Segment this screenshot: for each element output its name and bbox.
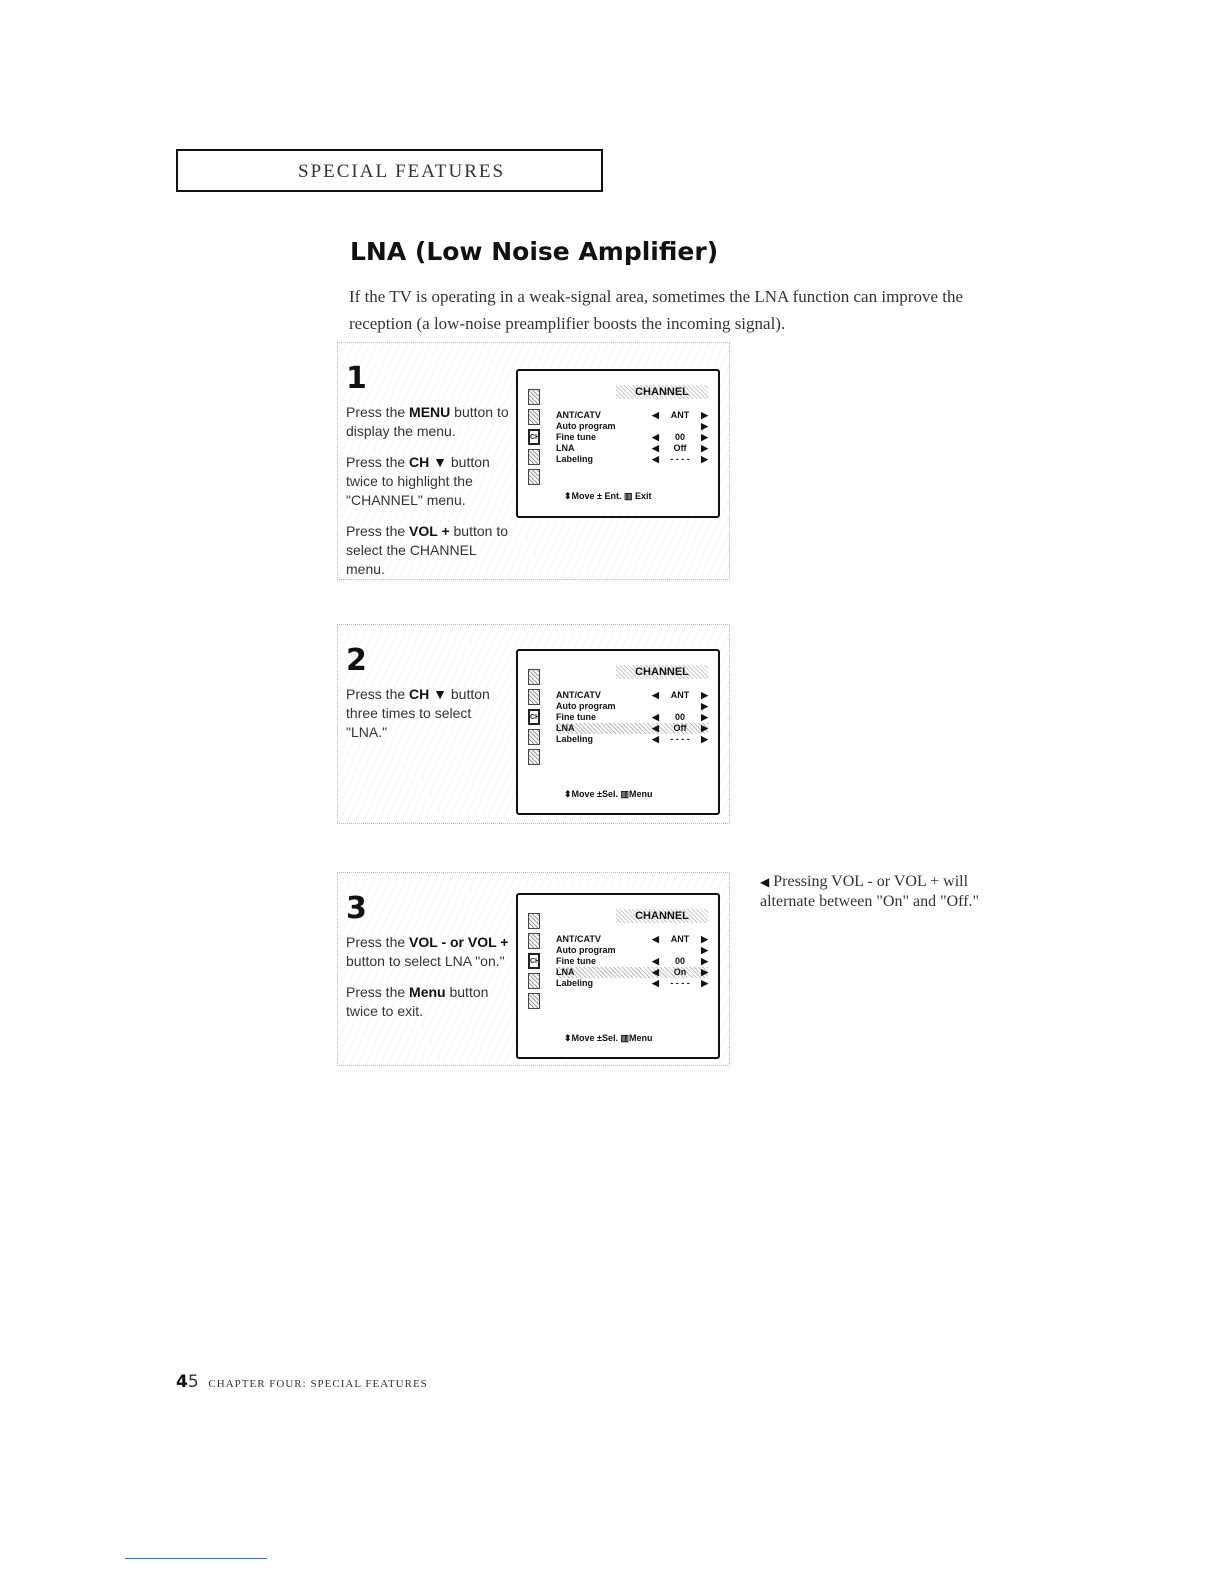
instruction: Press the VOL - or VOL + button to select LNA "on.": [346, 934, 509, 969]
tv-menu-screen: [516, 893, 720, 1059]
function-icon: [528, 449, 540, 465]
page-number-minor: 5: [187, 1372, 199, 1392]
step-number: 2: [346, 643, 367, 678]
menu-row: Fine tune ◀ 00 ▶: [556, 956, 708, 966]
instruction: Press the Menu button twice to exit.: [346, 984, 489, 1019]
function-icon: [528, 729, 540, 745]
intro-paragraph: If the TV is operating in a weak-signal area, sometimes the LNA function can improve the reception (a low-noise preamplifier boosts the incoming signal).: [349, 287, 964, 333]
menu-row: Labeling ◀ - - - - ▶: [556, 454, 708, 464]
step-instructions: [346, 933, 516, 1033]
menu-icon-column: [528, 389, 542, 485]
menu-footer: ⬍Move ± Ent. ▥ Exit: [564, 491, 652, 501]
menu-row: Labeling ◀ - - - - ▶: [556, 734, 708, 744]
menu-row-highlighted: LNA ◀ On ▶: [556, 967, 708, 977]
step-1-panel: [337, 342, 730, 580]
menu-footer: ⬍Move ±Sel. ▥Menu: [564, 1033, 653, 1043]
menu-list: [556, 934, 708, 989]
sound-icon: [528, 933, 540, 949]
sound-icon: [528, 409, 540, 425]
instruction: Press the CH ▼ button three times to select "LNA.": [346, 686, 490, 740]
tv-menu-screen: [516, 649, 720, 815]
sound-icon: [528, 689, 540, 705]
picture-icon: [528, 669, 540, 685]
page-title: LNA (Low Noise Amplifier): [350, 237, 719, 266]
menu-title: CHANNEL: [616, 909, 708, 923]
menu-row: Auto program ▶: [556, 945, 708, 955]
channel-icon: CH: [528, 429, 540, 445]
instruction: Press the CH ▼ button twice to highlight the "CHANNEL" menu.: [346, 454, 490, 508]
setup-icon: [528, 993, 540, 1009]
note-text: Pressing VOL - or VOL + will alternate between "On" and "Off.": [760, 873, 980, 910]
section-title: SPECIAL FEATURES: [298, 161, 506, 182]
step-2-panel: [337, 624, 730, 824]
channel-icon: CH: [528, 953, 540, 969]
step-number: 1: [346, 361, 367, 396]
picture-icon: [528, 389, 540, 405]
menu-list: [556, 690, 708, 745]
side-note: [760, 872, 1020, 912]
menu-icon-column: [528, 669, 542, 765]
step-number: 3: [346, 891, 367, 926]
menu-row: Auto program ▶: [556, 701, 708, 711]
setup-icon: [528, 469, 540, 485]
divider: [125, 1558, 267, 1559]
menu-title: CHANNEL: [616, 665, 708, 679]
menu-row: ANT/CATV ◀ ANT ▶: [556, 410, 708, 420]
menu-row: LNA ◀ Off ▶: [556, 443, 708, 453]
menu-row: ANT/CATV ◀ ANT ▶: [556, 934, 708, 944]
page-number-major: 4: [176, 1372, 188, 1392]
arrow-left-icon: ◀: [760, 875, 770, 889]
channel-icon: CH: [528, 709, 540, 725]
menu-icon-column: [528, 913, 542, 1009]
setup-icon: [528, 749, 540, 765]
tv-menu-screen: [516, 369, 720, 518]
section-header: [176, 149, 603, 192]
menu-row: Fine tune ◀ 00 ▶: [556, 712, 708, 722]
menu-row-highlighted: LNA ◀ Off ▶: [556, 723, 708, 733]
chapter-label: CHAPTER FOUR: SPECIAL FEATURES: [208, 1378, 428, 1390]
function-icon: [528, 973, 540, 989]
picture-icon: [528, 913, 540, 929]
step-3-panel: [337, 872, 730, 1066]
menu-title: CHANNEL: [616, 385, 708, 399]
page-footer: [176, 1372, 428, 1392]
menu-footer: ⬍Move ±Sel. ▥Menu: [564, 789, 653, 799]
menu-list: [556, 410, 708, 465]
menu-row: Labeling ◀ - - - - ▶: [556, 978, 708, 988]
step-instructions: [346, 685, 516, 754]
menu-row: Fine tune ◀ 00 ▶: [556, 432, 708, 442]
instruction: Press the VOL + button to select the CHANNEL menu.: [346, 523, 509, 577]
instruction: Press the MENU button to display the menu.: [346, 404, 509, 439]
menu-row: ANT/CATV ◀ ANT ▶: [556, 690, 708, 700]
menu-row: Auto program ▶: [556, 421, 708, 431]
step-instructions: [346, 403, 516, 591]
